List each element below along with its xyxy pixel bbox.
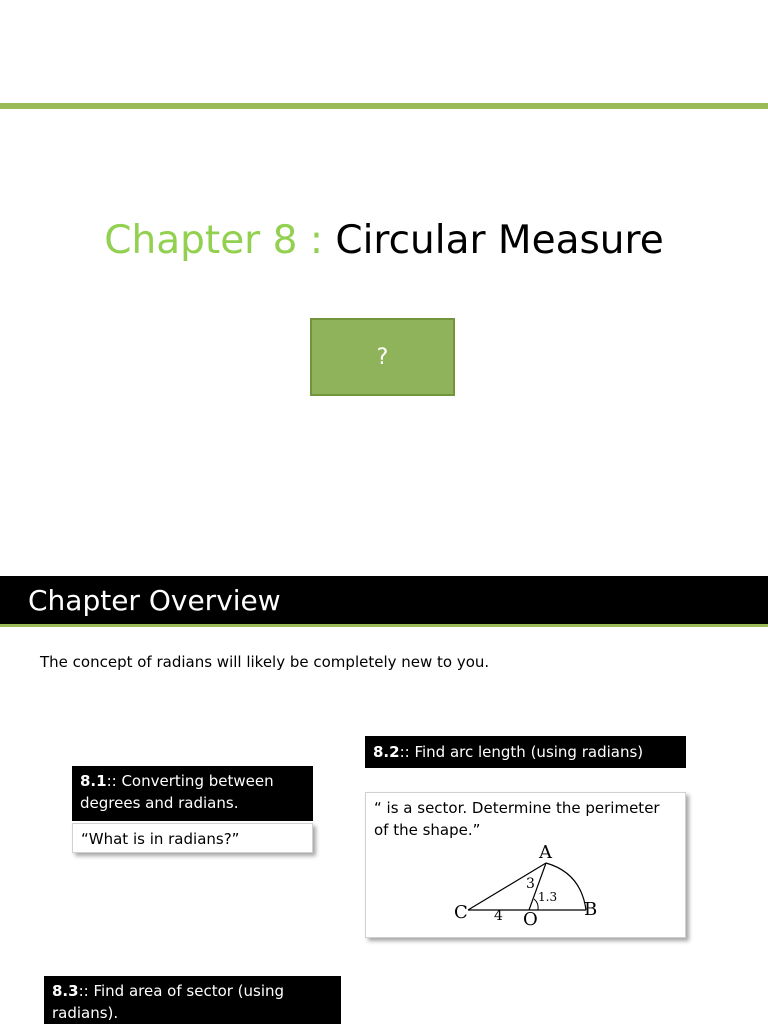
section-8-1-label [72, 766, 313, 821]
page-title [0, 218, 768, 263]
label-side-CO: 4 [494, 908, 503, 924]
section-number: 8.3 [52, 982, 79, 1000]
header-rule [0, 103, 768, 109]
header-underline [0, 624, 768, 627]
section-8-3-label [44, 976, 341, 1024]
section-title: :: Find area of sector (using radians). [52, 982, 285, 1022]
section-number: 8.1 [80, 772, 107, 790]
label-side-OA: 3 [526, 876, 535, 892]
question-button-label: ? [376, 344, 389, 370]
overview-slide [0, 576, 768, 1024]
label-angle: 1.3 [538, 890, 558, 904]
section-header: Chapter Overview [28, 584, 281, 617]
chapter-topic: Circular Measure [322, 218, 664, 263]
question-button[interactable] [310, 318, 455, 396]
question-text: “ is a sector. Determine the perimeter of the shape.” [374, 799, 660, 839]
intro-text: The concept of radians will likely be completely new to you. [40, 653, 490, 671]
label-A: A [539, 843, 552, 863]
section-number: 8.2 [373, 743, 400, 761]
section-8-2-label [365, 736, 686, 768]
section-title: :: Converting between degrees and radians. [80, 772, 274, 812]
section-header-bar [0, 576, 768, 624]
label-O: O [523, 909, 538, 930]
label-C: C [454, 902, 468, 923]
section-title: :: Find arc length (using radians) [399, 743, 644, 761]
chapter-number: Chapter 8 : [104, 218, 323, 263]
label-B: B [584, 899, 598, 920]
sector-diagram [446, 843, 646, 938]
section-8-1-question: “What is in radians?” [72, 823, 313, 853]
section-8-2-question [365, 792, 686, 938]
